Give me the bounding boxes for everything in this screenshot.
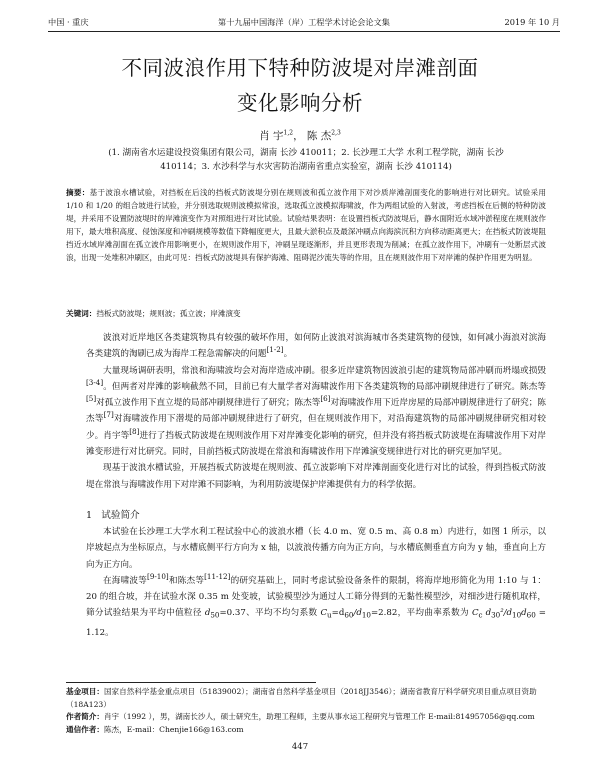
paper-title-line1: 不同波浪作用下特种防波堤对岸滩剖面 <box>121 56 479 80</box>
author-bio: 作者简介：肖宇（1992 ），男，湖南长沙人，硕士研究生，助理工程师，主要从事水运工程研究与管理工作 E-mail:814957056@qq.com <box>66 712 535 721</box>
abstract-label: 摘要： <box>66 188 90 197</box>
citation: [3-4] <box>86 378 104 388</box>
header-proceedings: 第十九届中国海洋（岸）工程学术讨论会论文集 <box>218 17 390 27</box>
affiliation-line: (1. 湖南省水运建设投资集团有限公司，湖南 长沙 410011；2. 长沙理工大学 水利工程学院，湖南 长沙 <box>108 148 504 158</box>
author-name: 肖 宇 <box>259 130 284 142</box>
header-location: 中国 · 重庆 <box>48 17 89 27</box>
paragraph: 本试验在长沙理工大学水利工程试验中心的波浪水槽（长 4.0 m、宽 0.5 m、高 0.8 m）内进行，如图 1 所示，以岸坡起点为坐标原点，与水槽底侧平行方向为 x 轴，以波浪传播方向为正方向，与水槽底侧垂直方向为 y 轴，垂直向上方向为正方向。 <box>86 527 546 570</box>
citation: [11-12] <box>204 572 231 582</box>
funding-note: 基金项目：国家自然科学基金重点项目（51839002）；湖南省自然科学基金项目（2018JJ3546）；湖南省教育厅科学研究项目重点项目资助（18A123） <box>66 687 537 709</box>
introduction <box>86 330 546 493</box>
footnotes <box>66 686 560 736</box>
abstract-text: 基于波浪水槽试验，对挡板在后浅的挡板式防波堤分别在规则波和孤立波作用下对沙质岸滩剖面变化的影响进行对比研究。试验采用 1/10 和 1/20 的组合坡进行试验，并分别选取规则波模拟常浪，选取孤立波模拟海啸波，作为两组试验的入射波，考虑挡板在后侧的特种防波堤，并采用不设置防波堤时的岸滩演变作为对照组进行对比试验。试验结果表明：在设置挡板式防波堤后，静水面附近水域冲淤程度在规则波作用下，最大堆积高度、侵蚀深度和冲刷规模等数值下降幅度更大，且最大淤积点及最深冲刷点向海滨沉积方向移动距离更大；在挡板式防波堤阻挡近水域岸滩剖面在孤立波作用影响更小，在规则波作用下，冲刷呈现逐渐形，并且更形表现为削减；在孤立波作用下，冲刷有一处断层式波浪，出现一处堆积冲刷区，由此可见：挡板式防波堤具有保护海滩、阻碍泥沙流失等的作用，且在规则波作用下对岸滩的保护作用更为明显。 <box>66 188 546 262</box>
section-heading <box>86 507 140 521</box>
section-number: 1 <box>86 510 93 521</box>
footnote-rule <box>66 682 316 683</box>
paper-title-line2: 变化影响分析 <box>237 91 363 115</box>
abstract <box>66 186 546 264</box>
paragraph: 现基于波浪水槽试验，开展挡板式防波堤在规则波、孤立波影响下对岸滩剖面变化进行对比的试验，得到挡板式防波堤在常浪与海啸波作用下对岸滩不同影响，为利用防波堤保护岸滩提供有力的科学依据。 <box>86 463 546 490</box>
header-rule <box>48 31 560 32</box>
header-date: 2019 年 10 月 <box>504 17 560 27</box>
paragraph: 在海啸波等[9-10]和陈杰等[11-12]的研究基础上，同时考虑试验设备条件的限制，将海岸地形简化为用 1:10 与 1：20 的组合坡，并在试验水深 0.35 m 处变坡，试验模型沙为通过人工筛分得到的无黏性模型沙，对细沙进行随机取样，筛分试验结果为平均中值粒径 $d_{50}=0.37$、平均不均匀系数 $C_u=d_{60}/d_{10}=2.82$，平均曲率系数为 $C_c$ $d_{30}^2/d_{10}d_{60} = 1.12$。 <box>86 572 547 638</box>
citation: [5] <box>86 394 97 404</box>
citation: [1-2] <box>266 345 284 355</box>
author-affil-mark: 1,2 <box>283 129 294 137</box>
paragraph: 波浪对近岸地区各类建筑物具有较强的破坏作用，如何防止波浪对滨海城市各类建筑物的侵蚀，如何减小海浪对滨海各类建筑的淘刷已成为海岸工程急需解决的问题[1-2]。 <box>86 333 546 360</box>
section-1-body <box>86 524 546 641</box>
running-header <box>48 17 560 29</box>
keywords <box>66 308 546 320</box>
citation: [6] <box>320 394 331 404</box>
section-title: 试验简介 <box>101 510 140 521</box>
citation: [9-10] <box>147 572 169 582</box>
citation: [7] <box>103 410 114 420</box>
affiliation-line: 410114；3. 水沙科学与水灾害防治湖南省重点实验室，湖南 长沙 410114) <box>160 162 452 172</box>
paragraph: 大量现场调研表明，常浪和海啸波均会对海岸造成冲刷。很多近岸建筑物因波浪引起的建筑物局部冲刷而坍塌或损毁[3-4]。但两者对岸滩的影响截然不同，目前已有大量学者对海啸波作用下各类建筑物的局部冲刷规律进行了研究。陈杰等[5]对孤立波作用下直立堤的局部冲刷规律进行了研究；陈杰等[6]对海啸波作用下近岸房屋的局部冲刷规律进行了研究；陈杰等[7]对海啸波作用下潜堤的局部冲刷规律进行了研究，但在规则波作用下，对沿海建筑物的局部冲刷规律研究相对较少。肖宇等[8]进行了挡板式防波堤在规则波作用下对岸滩变化影响的研究，但并没有将挡板式防波堤在海啸波作用下对岸滩变形进行对比研究。同时，目前挡板式防波堤在常浪和海啸波作用下岸滩演变规律进行对比的研究更加罕见。 <box>86 365 546 458</box>
citation: [8] <box>129 426 140 436</box>
author-affil-mark: 2,3 <box>331 129 341 137</box>
affiliations <box>66 146 546 174</box>
author-list: 肖 宇$^{1,2}$， 陈 杰$^{2,3}$ <box>259 129 341 142</box>
page-number: 447 <box>291 742 309 752</box>
author-email: 814957056@qq.com <box>455 712 535 721</box>
author-name: 陈 杰 <box>306 130 332 142</box>
corresponding-author: 通信作者：陈杰，E-mail：Chenjie166@163.com <box>66 724 244 734</box>
keywords-label: 关键词： <box>66 309 97 318</box>
keywords-text: 挡板式防波堤；规则波；孤立波；岸滩演变 <box>96 309 241 318</box>
